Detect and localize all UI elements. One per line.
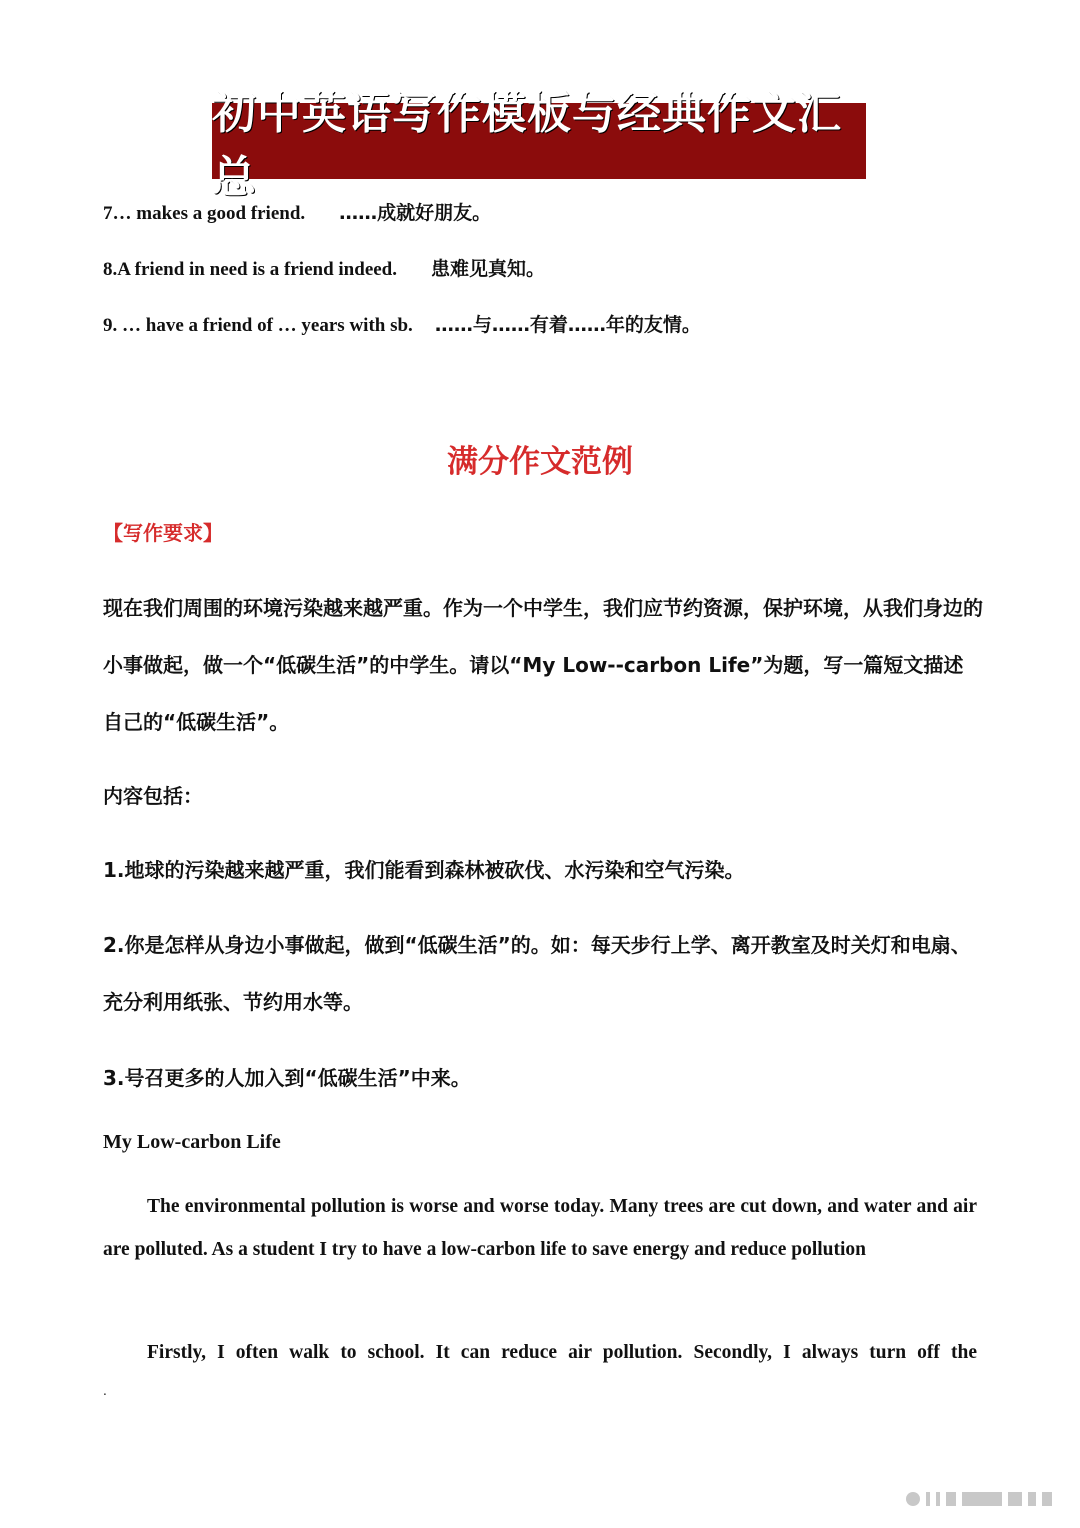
phrase-chinese: 患难见真知。 <box>431 258 546 280</box>
phrase-english: 8.A friend in need is a friend indeed. <box>103 259 397 280</box>
requirement-label: 【写作要求】 <box>103 521 223 545</box>
content-point-1: 1.地球的污染越来越严重，我们能看到森林被砍伐、水污染和空气污染。 <box>103 858 745 882</box>
content-label: 内容包括： <box>103 784 203 808</box>
essay-paragraph-1: The environmental pollution is worse and worse today. Many trees are cut down, and water and air are polluted. As a student I try to have a low-carbon life to save energy and reduce pollution <box>103 1196 977 1260</box>
trailing-mark: . <box>103 1384 107 1398</box>
document-title: 初中英语写作模板与经典作文汇总 <box>212 103 866 179</box>
phrase-item <box>103 198 491 225</box>
section-title: 满分作文范例 <box>447 444 633 480</box>
content-point-2: 2.你是怎样从身边小事做起，做到“低碳生活”的。如：每天步行上学、离开教室及时关灯和电扇、充分利用纸张、节约用水等。 <box>103 933 971 1014</box>
content-point-3: 3.号召更多的人加入到“低碳生活”中来。 <box>103 1066 471 1090</box>
essay-title: My Low-carbon Life <box>103 1131 281 1153</box>
phrase-english: 7… makes a good friend. <box>103 203 306 224</box>
essay-paragraph-2: Firstly, I often walk to school. It can reduce air pollution. Secondly, I always turn off the <box>147 1342 977 1363</box>
requirement-paragraph: 现在我们周围的环境污染越来越严重。作为一个中学生，我们应节约资源，保护环境，从我们身边的小事做起，做一个“低碳生活”的中学生。请以“My Low--carbon Life”为题，写一篇短文描述自己的“低碳生活”。 <box>103 596 983 734</box>
phrase-chinese: ……成就好朋友。 <box>339 202 492 224</box>
phrase-chinese: ……与……有着……年的友情。 <box>434 314 701 336</box>
phrase-english: 9. … have a friend of … years with sb. <box>103 315 413 336</box>
phrase-item <box>103 310 701 337</box>
phrase-item <box>103 254 545 281</box>
watermark-icon <box>906 1492 1052 1506</box>
